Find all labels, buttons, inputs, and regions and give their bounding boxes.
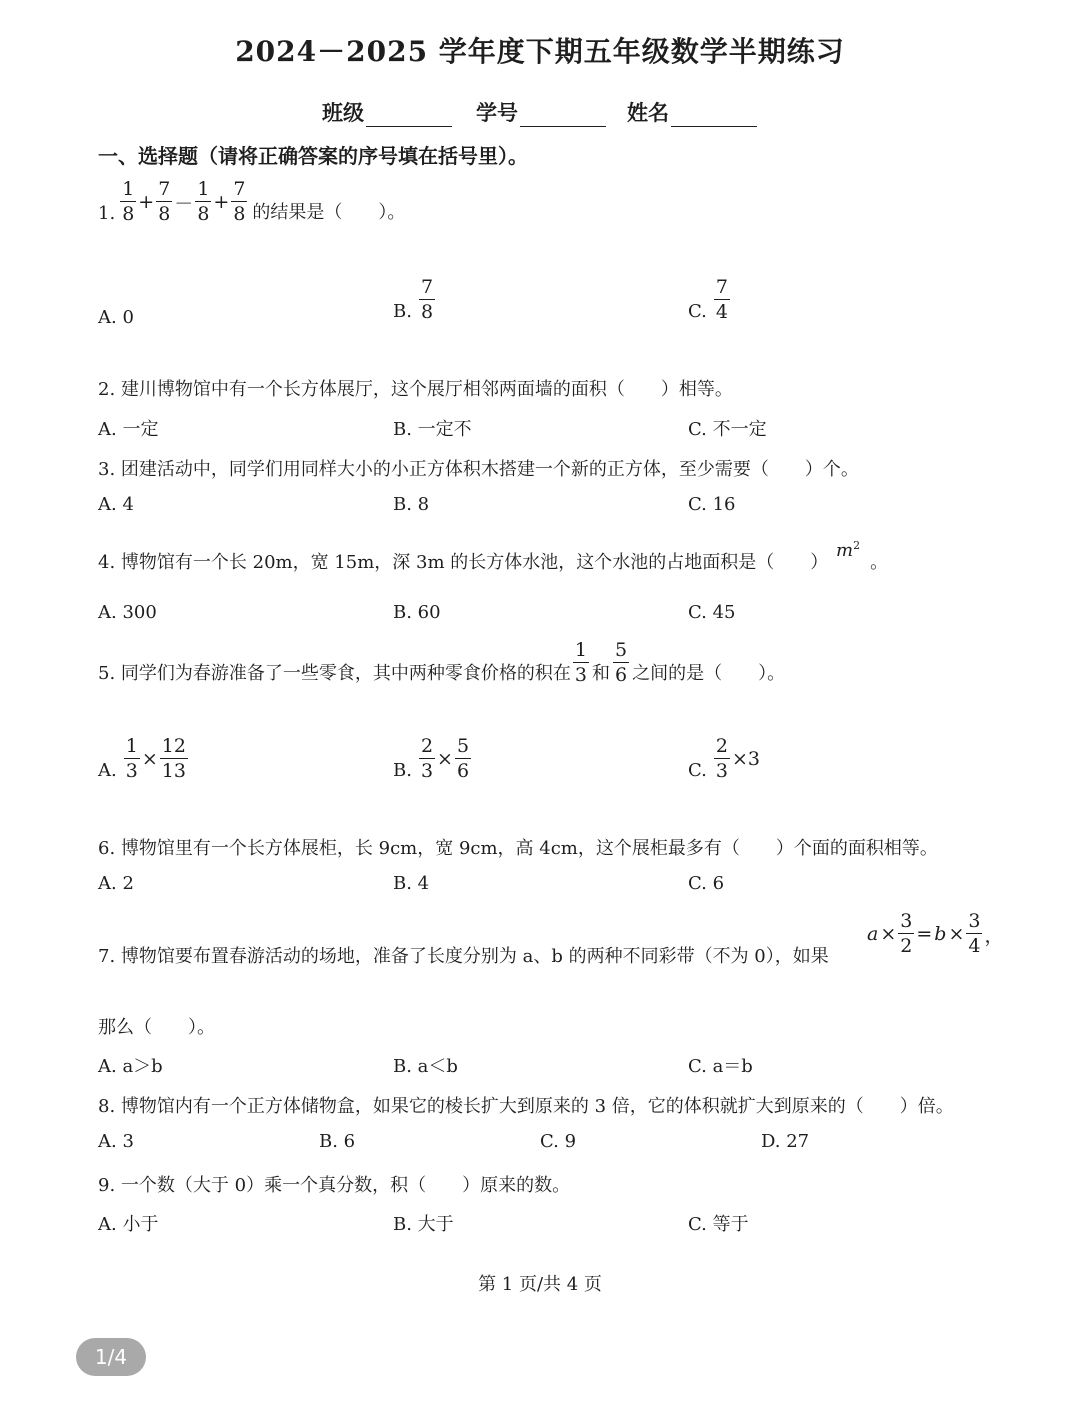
option-a: A. 3 bbox=[98, 1131, 134, 1152]
option-c: C. 16 bbox=[688, 494, 736, 515]
fraction: $\frac{5}{6}$ bbox=[456, 735, 470, 782]
option-a: A. $\frac{1}{3}$ × $\frac{12}{13}$ bbox=[98, 735, 186, 782]
option-b: B. 60 bbox=[393, 602, 441, 623]
question-6: 6. 博物馆里有一个长方体展柜，长 9cm，宽 9cm，高 4cm，这个展柜最多有（ ）个面的面积相等。 bbox=[98, 838, 938, 859]
option-c: C. 等于 bbox=[688, 1214, 749, 1235]
name-label: 姓名 bbox=[627, 100, 669, 125]
fraction: $\frac{2}{3}$ bbox=[420, 735, 434, 782]
page-title: 2024－2025 学年度下期五年级数学半期练习 bbox=[235, 35, 845, 68]
option-b: B. 8 bbox=[393, 494, 430, 515]
q1-expression bbox=[119, 180, 248, 224]
option-b: B. 4 bbox=[393, 873, 430, 894]
fraction: $\frac{1}{8}$ bbox=[122, 178, 135, 225]
area-unit: $m^2$。 bbox=[836, 539, 889, 573]
fraction: $\frac{1}{3}$ bbox=[125, 735, 138, 782]
page-indicator-badge[interactable]: 1/4 bbox=[76, 1338, 146, 1376]
fraction: $\frac{1}{8}$ bbox=[197, 178, 210, 225]
option-b: B. 6 bbox=[319, 1131, 356, 1152]
fraction: $\frac{5}{6}$ bbox=[615, 639, 628, 686]
fraction: $\frac{7}{4}$ bbox=[715, 276, 728, 323]
name-field bbox=[627, 97, 757, 127]
option-a: A. 4 bbox=[98, 494, 134, 515]
question-9: 9. 一个数（大于 0）乘一个真分数，积（ ）原来的数。 bbox=[98, 1175, 571, 1196]
fraction: $\frac{12}{13}$ bbox=[161, 735, 186, 782]
student-id-label: 学号 bbox=[476, 100, 518, 125]
question-7-continued: 那么（ ）。 bbox=[98, 1017, 215, 1038]
student-id-field bbox=[476, 97, 606, 127]
fraction: $\frac{7}{8}$ bbox=[158, 178, 171, 225]
student-id-blank bbox=[520, 104, 606, 127]
option-a: A. 300 bbox=[98, 602, 157, 623]
option-b: B. $\frac{7}{8}$ bbox=[393, 276, 434, 323]
option-c: C. 9 bbox=[540, 1131, 577, 1152]
option-a: A. 0 bbox=[98, 307, 134, 328]
fraction: $\frac{3}{4}$ bbox=[968, 910, 981, 957]
page-footer: 第 1 页/共 4 页 bbox=[478, 1274, 602, 1295]
option-c: C. 不一定 bbox=[688, 419, 767, 440]
operator: + bbox=[213, 191, 230, 213]
option-c: C. 6 bbox=[688, 873, 725, 894]
q7-equation: a × $\frac{3}{2}$ = b × $\frac{3}{4}$ ， bbox=[867, 910, 1004, 957]
operator: ×3 bbox=[731, 748, 760, 770]
question-number: 1. bbox=[98, 203, 116, 224]
option-d: D. 27 bbox=[761, 1131, 810, 1152]
question-7: 7. 博物馆要布置春游活动的场地，准备了长度分别为 a、b 的两种不同彩带（不为 0），如果 bbox=[98, 946, 829, 967]
option-b: B. 大于 bbox=[393, 1214, 454, 1235]
operator: × bbox=[141, 748, 158, 770]
fraction: $\frac{3}{2}$ bbox=[900, 910, 913, 957]
class-field bbox=[322, 97, 452, 127]
option-c: C. a＝b bbox=[688, 1056, 753, 1077]
class-blank bbox=[366, 104, 452, 127]
option-c: C. $\frac{2}{3}$ ×3 bbox=[688, 735, 760, 782]
question-5: 5. 同学们为春游准备了一些零食，其中两种零食价格的积在 $\frac{1}{3}$ 和 $\frac{5}{6}$ 之间的是（ ）。 bbox=[98, 639, 786, 686]
option-c: C. 45 bbox=[688, 602, 736, 623]
fraction: $\frac{2}{3}$ bbox=[715, 735, 728, 782]
name-blank bbox=[671, 104, 757, 127]
option-c: C. $\frac{7}{4}$ bbox=[688, 276, 728, 323]
fraction: $\frac{7}{8}$ bbox=[420, 276, 434, 323]
operator: － bbox=[174, 192, 194, 215]
question-3: 3. 团建活动中，同学们用同样大小的小正方体积木搭建一个新的正方体，至少需要（ ）个。 bbox=[98, 459, 859, 480]
question-2: 2. 建川博物馆中有一个长方体展厅，这个展厅相邻两面墙的面积（ ）相等。 bbox=[98, 379, 733, 400]
question-8: 8. 博物馆内有一个正方体储物盒，如果它的棱长扩大到原来的 3 倍，它的体积就扩大到原来的（ ）倍。 bbox=[98, 1096, 954, 1117]
fraction: $\frac{1}{3}$ bbox=[574, 639, 587, 686]
option-b: B. 一定不 bbox=[393, 419, 472, 440]
option-a: A. 2 bbox=[98, 873, 134, 894]
question-4: 4. 博物馆有一个长 20m，宽 15m，深 3m 的长方体水池，这个水池的占地面积是（ ） bbox=[98, 552, 829, 573]
option-a: A. 小于 bbox=[98, 1214, 159, 1235]
fraction: $\frac{7}{8}$ bbox=[233, 178, 246, 225]
question-text: 的结果是（ ）。 bbox=[252, 202, 406, 223]
option-b: B. $\frac{2}{3}$ × $\frac{5}{6}$ bbox=[393, 735, 470, 782]
class-label: 班级 bbox=[322, 100, 364, 125]
section-heading: 一、选择题（请将正确答案的序号填在括号里）。 bbox=[98, 144, 528, 168]
question-1 bbox=[98, 180, 405, 224]
operator: + bbox=[138, 191, 155, 213]
option-a: A. 一定 bbox=[98, 419, 159, 440]
operator: × bbox=[437, 748, 453, 770]
option-b: B. a＜b bbox=[393, 1056, 458, 1077]
option-a: A. a＞b bbox=[98, 1056, 163, 1077]
